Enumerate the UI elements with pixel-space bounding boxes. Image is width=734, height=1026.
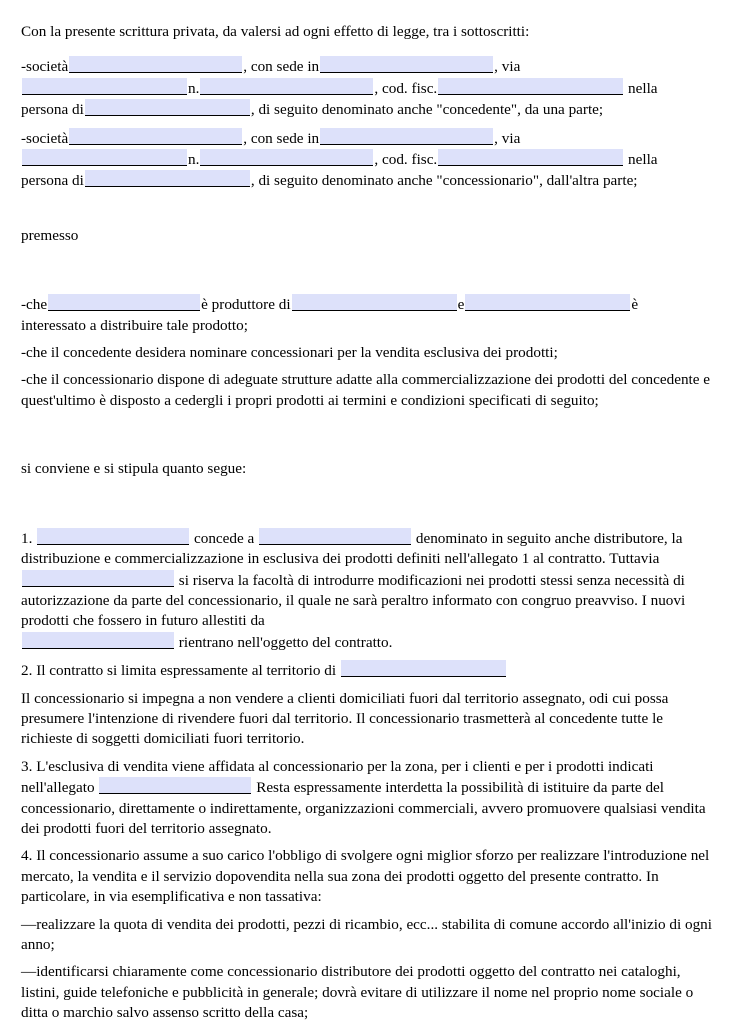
party-two-line-2 — [21, 149, 715, 170]
premessa-prodotto-b-field[interactable] — [465, 294, 630, 311]
premessa-item-1-mid-1: è produttore di — [201, 296, 291, 314]
party-two-line-1 — [21, 128, 715, 149]
party-one-sep-4: nella — [628, 79, 658, 97]
clause-1-allestiti-field[interactable] — [22, 632, 174, 649]
party-one-sede-field[interactable] — [320, 56, 493, 73]
premessa-item-1-continuation: interessato a distribuire tale prodotto; — [21, 316, 248, 334]
party-one-societa-field[interactable] — [69, 56, 242, 73]
spacer — [21, 411, 715, 445]
spacer — [21, 750, 715, 757]
clause-1-tuttavia-field[interactable] — [22, 570, 174, 587]
stipula-heading: si conviene e si stipula quanto segue: — [21, 460, 247, 478]
party-one-sep-1: , con sede in — [243, 58, 320, 76]
spacer — [21, 908, 715, 915]
party-one-block — [21, 56, 715, 120]
clause-3-number: 3. — [21, 757, 33, 775]
party-one-sep-2: , via — [494, 58, 521, 76]
party-two-persona-label: persona di — [21, 172, 84, 190]
clause-2-number: 2. — [21, 662, 33, 680]
party-one-line-1 — [21, 56, 715, 77]
party-one-persona-field[interactable] — [85, 99, 250, 116]
premessa-produttore-field[interactable] — [48, 294, 200, 311]
premessa-item-1-prefix: -che — [21, 296, 48, 314]
party-one-numero-field[interactable] — [200, 78, 373, 95]
clause-2-paragraph: Il concessionario si impegna a non vendere a clienti domiciliati fuori dal territorio assegnato, odi cui possa presumere l'intenzione di rivendere fuori dal territorio. Il concessionario trasmetterà al concedente tutte le richieste di soggetti domiciliati fuori territorio. — [21, 689, 669, 748]
clause-1-number: 1. — [21, 529, 33, 547]
spacer — [21, 955, 715, 962]
party-two-line-3 — [21, 170, 715, 191]
party-two-sep-1: , con sede in — [243, 129, 320, 147]
clause-4-bullet-1: —realizzare la quota di vendita dei prodotti, pezzi di ricambio, ecc... stabilita di comune accordo all'inizio di ogni anno; — [21, 915, 712, 953]
clause-1-concessionario-field[interactable] — [259, 528, 411, 545]
party-two-sep-3: , cod. fisc. — [374, 151, 438, 169]
spacer — [21, 336, 715, 343]
clause-3-text-b: Resta espressamente interdetta la possibilità di istituire da parte del concessionario, direttamente o indirettamente, organizzazioni commerciali, avvero promuovere qualsiasi vendita dei prodotti fuori del territorio assegnato. — [21, 779, 706, 837]
party-two-block — [21, 128, 715, 192]
premessa-item-1-suffix: è — [631, 296, 639, 314]
party-one-persona-label: persona di — [21, 101, 84, 119]
party-two-sep-5: , di seguito denominato anche "concessionario", dall'altra parte; — [250, 172, 638, 190]
party-two-via-field[interactable] — [22, 149, 187, 166]
party-two-numero-field[interactable] — [200, 149, 373, 166]
spacer — [21, 121, 715, 128]
party-two-societa-field[interactable] — [69, 128, 242, 145]
clause-1-text-c: si riserva la facoltà di introdurre modificazioni nei prodotti stessi senza necessità di autorizzazione da parte del concessionario, il quale ne sarà peraltro informato con congruo preavviso. I nuovi prodotti che fossero in futuro allestiti da — [21, 571, 686, 630]
spacer — [21, 246, 715, 280]
spacer — [21, 280, 715, 294]
clause-2-line — [21, 660, 715, 681]
clause-2-text-a: Il contratto si limita espressamente al territorio di — [36, 662, 337, 680]
party-one-line-2 — [21, 78, 715, 99]
spacer — [21, 653, 715, 660]
clause-2-territorio-field[interactable] — [341, 660, 506, 677]
party-one-sep-3: , cod. fisc. — [374, 79, 438, 97]
party-two-sede-field[interactable] — [320, 128, 493, 145]
spacer — [21, 682, 715, 689]
clause-4-text-a: Il concessionario assume a suo carico l'obbligo di svolgere ogni miglior sforzo per realizzare l'introduzione nel mercato, la vendita e il servizio dopovendita nella sua zona dei prodotti oggetto del presente contratto. In particolare, in via esemplificativa e non tassativa: — [21, 847, 710, 906]
premessa-heading: premesso — [21, 226, 79, 244]
premessa-prodotto-a-field[interactable] — [292, 294, 457, 311]
clause-1-text-a: concede a — [193, 529, 255, 547]
clause-3-allegato-field[interactable] — [99, 777, 251, 794]
clause-1-text-d: rientrano nell'oggetto del contratto. — [178, 633, 393, 651]
party-two-codfisc-field[interactable] — [438, 149, 623, 166]
spacer — [21, 514, 715, 528]
party-two-n-label: n. — [188, 151, 200, 169]
clause-4 — [21, 846, 715, 907]
clause-4-number: 4. — [21, 847, 33, 865]
clause-1 — [21, 528, 715, 653]
spacer — [21, 42, 715, 56]
spacer — [21, 192, 715, 226]
party-one-codfisc-field[interactable] — [438, 78, 623, 95]
premessa-item-3: -che il concessionario dispone di adeguate strutture adatte alla commercializzazione dei prodotti del concedente e quest'ultimo è disposto a cedergli i propri prodotti ai termini e condizioni specificati di seguito; — [21, 371, 711, 409]
premessa-item-1-mid-2: e — [457, 296, 465, 314]
party-one-societa-label: -società — [21, 58, 69, 76]
party-two-sep-4: nella — [628, 151, 658, 169]
clause-3 — [21, 757, 715, 840]
party-two-sep-2: , via — [494, 129, 521, 147]
party-one-sep-5: , di seguito denominato anche "concedente", da una parte; — [250, 101, 604, 119]
spacer — [21, 445, 715, 459]
premessa-item-2: -che il concedente desidera nominare concessionari per la vendita esclusiva dei prodotti; — [21, 344, 558, 362]
spacer — [21, 839, 715, 846]
party-one-line-3 — [21, 99, 715, 120]
party-two-societa-label: -società — [21, 129, 69, 147]
clause-4-bullet-2: —identificarsi chiaramente come concessionario distributore dei prodotti oggetto del contratto nei cataloghi, listini, guide telefoniche e pubblicità in generale; dovrà evitare di utilizzare il nome nel proprio nome sociale o ditta o marchio salvo assenso scritto della casa; — [21, 963, 694, 1022]
intro-paragraph: Con la presente scrittura privata, da valersi ad ogni effetto di legge, tra i sottoscritti: — [21, 23, 530, 40]
clause-1-text-b: denominato in seguito anche distributore, la distribuzione e commercializzazione in esclusiva dei prodotti definiti nell'allegato 1 al contratto. Tuttavia — [21, 529, 683, 568]
clause-3-text-a: L'esclusiva di vendita viene affidata al concessionario per la zona, per i clienti e per i prodotti indicati nell'allegato — [21, 757, 654, 797]
party-one-n-label: n. — [188, 79, 200, 97]
document-body — [21, 22, 715, 1024]
premessa-item-1 — [21, 294, 715, 336]
spacer — [21, 480, 715, 514]
party-two-persona-field[interactable] — [85, 170, 250, 187]
clause-1-concedente-field[interactable] — [37, 528, 189, 545]
spacer — [21, 363, 715, 370]
party-one-via-field[interactable] — [22, 78, 187, 95]
